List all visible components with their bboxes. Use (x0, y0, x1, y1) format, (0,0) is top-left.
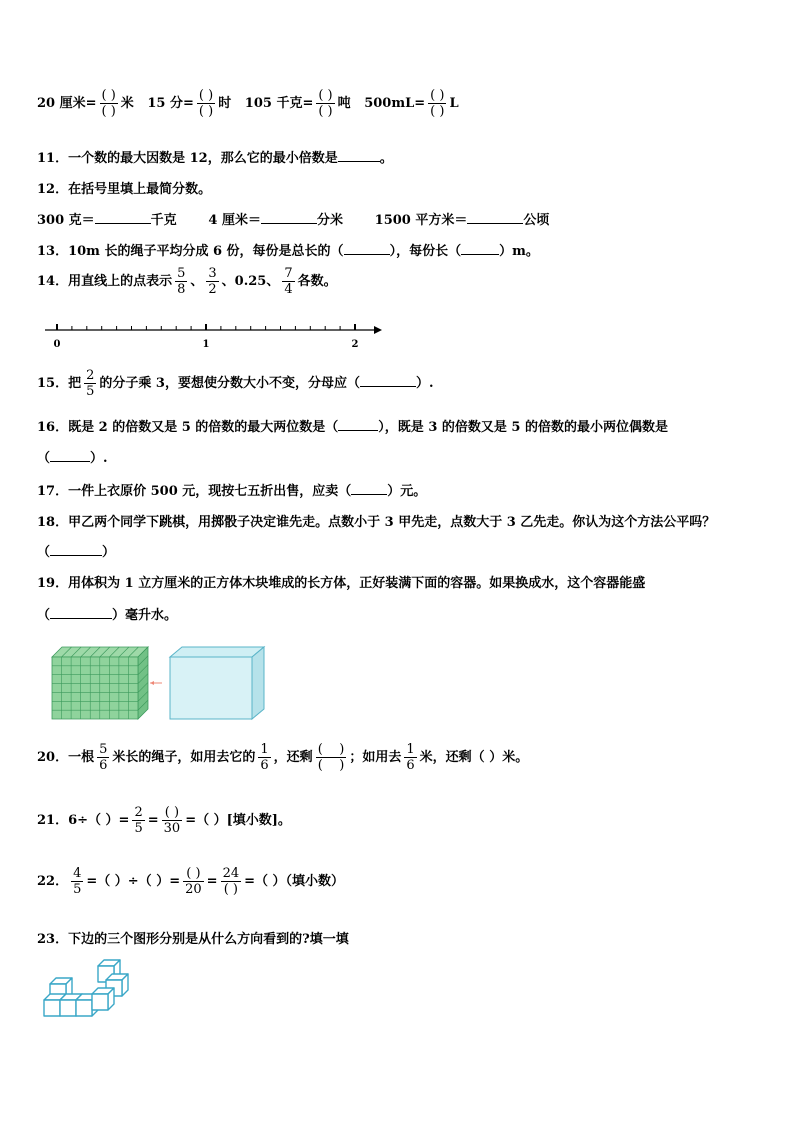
fraction-4-5: $\frac{4}{5}$ (73, 866, 82, 897)
fraction-7-4: $\frac{7}{4}$ (284, 266, 293, 297)
cube-face (76, 1000, 92, 1016)
cube-block-figure (50, 645, 270, 723)
question-23: 23．下边的三个图形分别是从什么方向看到的?填一填 (37, 932, 349, 947)
question-17: 17．一件上衣原价 500 元，现按七五折出售，应卖（ ）元。 (37, 484, 427, 499)
fraction-blank-20[interactable]: $\frac{( )}{20}$ (185, 866, 202, 897)
answer-blank[interactable] (461, 243, 499, 255)
conv-q4: 500mL= (364, 96, 426, 111)
nl-label-0: 0 (53, 339, 61, 350)
conv-q1: 20 厘米= (37, 96, 97, 111)
question-19-cont: （ ）毫升水。 (37, 608, 178, 623)
cube-face (44, 1000, 60, 1016)
fraction-5-6: $\frac{5}{6}$ (99, 742, 108, 773)
question-15: 15．把 $\frac{2}{5}$ 的分子乘 3，要想使分数大小不变，分母应（ ）. (37, 368, 434, 399)
question-18-cont: （ ） (37, 545, 116, 560)
conversion-line: 20 厘米= $\frac{( )}{( )}$ 米 15 分= $\frac{( )}{( )}$ 时 105 千克= $\frac{( )}{( )}$ 吨 500mL= $\frac{( )}{( )}$ L (37, 88, 459, 119)
question-19: 19．用体积为 1 立方厘米的正方体木块堆成的长方体，正好装满下面的容器。如果换成水，这个容器能盛 (37, 576, 646, 591)
number-line (40, 318, 390, 350)
cube-face (60, 1000, 76, 1016)
answer-blank[interactable] (261, 212, 317, 224)
question-21: 21．6÷（ ）= $\frac{2}{5}$ = $\frac{( )}{30}$ =（ ）[填小数]。 (37, 805, 291, 836)
answer-blank[interactable] (344, 243, 390, 255)
fraction: $\frac{( )}{( )}$ (430, 88, 445, 119)
question-13: 13．10m 长的绳子平均分成 6 份，每份是总长的（ ），每份长（ ）m。 (37, 244, 539, 259)
arrow-head-icon (374, 326, 382, 334)
fraction-5-8: $\frac{5}{8}$ (177, 266, 186, 297)
nl-label-1: 1 (202, 339, 210, 350)
cube-face (92, 994, 108, 1010)
cube-stack-figure (40, 958, 140, 1024)
arrow-icon (150, 681, 154, 685)
green-cube-block (52, 647, 148, 719)
fraction-blank[interactable]: $\frac{( )}{( )}$ (317, 742, 345, 773)
fraction-24-blank[interactable]: $\frac{24}{( )}$ (222, 866, 240, 897)
answer-blank[interactable] (338, 419, 378, 431)
question-12-items: 300 克＝ 千克 4 厘米＝ 分米 1500 平方米＝ 公顷 (37, 213, 550, 228)
nl-label-2: 2 (351, 339, 359, 350)
fraction-3-2: $\frac{3}{2}$ (208, 266, 217, 297)
number-line-ticks (57, 324, 355, 330)
question-22: 22． $\frac{4}{5}$ =（ ）÷（ ）= $\frac{( )}{20}$ = $\frac{24}{( )}$ =（ ）（填小数） (37, 866, 345, 897)
question-16-cont: （ ）. (37, 451, 108, 466)
fraction: $\frac{( )}{( )}$ (198, 88, 214, 119)
question-16: 16．既是 2 的倍数又是 5 的倍数的最大两位数是（ ），既是 3 的倍数又是 5 的倍数的最小两位偶数是 (37, 420, 668, 435)
answer-blank[interactable] (50, 450, 90, 462)
question-12: 12．在括号里填上最简分数。 (37, 182, 212, 197)
conv-q2: 15 分= (147, 96, 194, 111)
question-14: 14．用直线上的点表示 $\frac{5}{8}$ 、 $\frac{3}{2}$ 、0.25、 $\frac{7}{4}$ 各数。 (37, 266, 337, 297)
fraction: $\frac{( )}{( )}$ (318, 88, 333, 119)
container-box (170, 647, 264, 719)
fraction-1-6: $\frac{1}{6}$ (406, 742, 415, 773)
question-11: 11．一个数的最大因数是 12，那么它的最小倍数是 。 (37, 151, 393, 166)
fraction-blank-30[interactable]: $\frac{( )}{30}$ (163, 805, 181, 836)
answer-blank[interactable] (351, 483, 387, 495)
answer-blank[interactable] (338, 150, 380, 162)
answer-blank[interactable] (50, 544, 102, 556)
fraction-2-5: $\frac{2}{5}$ (134, 805, 143, 836)
answer-blank[interactable] (50, 607, 112, 619)
answer-blank[interactable] (95, 212, 151, 224)
fraction: $\frac{( )}{( )}$ (101, 88, 116, 119)
question-18: 18．甲乙两个同学下跳棋，用掷骰子决定谁先走。点数小于 3 甲先走，点数大于 3 乙先走。你认为这个方法公平吗？ (37, 515, 716, 530)
question-20: 20．一根 $\frac{5}{6}$ 米长的绳子，如用去它的 $\frac{1}{6}$ ，还剩 $\frac{( )}{( )}$ ；如用去 $\frac{1}{6}$ 米，还剩（ ）米。 (37, 742, 529, 773)
answer-blank[interactable] (360, 375, 416, 387)
iso-cubes (44, 960, 128, 1016)
fraction-1-6: $\frac{1}{6}$ (260, 742, 269, 773)
fraction-2-5: $\frac{2}{5}$ (86, 368, 95, 399)
conv-q3: 105 千克= (244, 96, 314, 111)
answer-blank[interactable] (467, 212, 523, 224)
